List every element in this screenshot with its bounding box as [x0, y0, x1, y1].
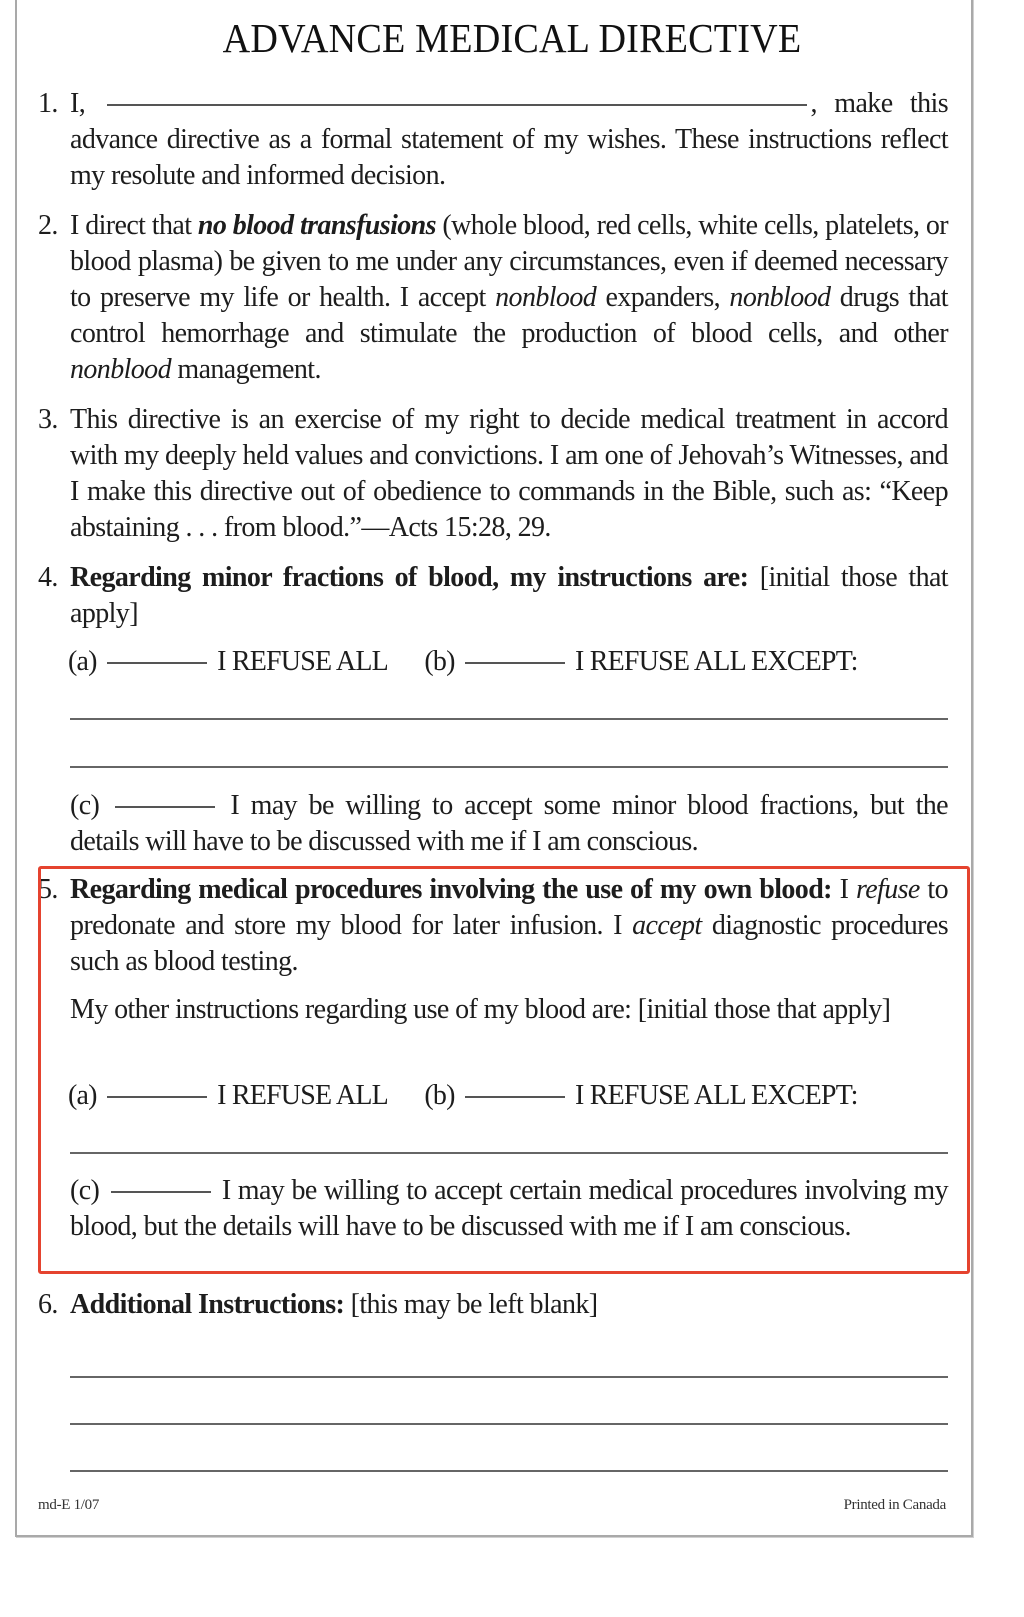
item-5-other-instructions: [38, 992, 948, 1028]
item-1-suffix: , make this: [810, 88, 948, 119]
item-5-heading: Regarding medical procedures involving the use of my own blood:: [70, 874, 832, 905]
item-5-option-a-text: I REFUSE ALL: [217, 1080, 388, 1111]
additional-instructions-line-3[interactable]: [70, 1470, 948, 1472]
item-5-em1: refuse: [855, 874, 920, 905]
item-5: [38, 872, 948, 980]
item-5-option-c-text: I may be willing to accept certain medical procedures involving my blood, but the details will have to be discussed with me if I am conscious.: [70, 1175, 949, 1242]
item-5-option-b-text: I REFUSE ALL EXCEPT:: [575, 1080, 858, 1111]
item-1-text: advance directive as a formal statement of my wishes. These instructions reflect my resolute and informed decision.: [70, 124, 948, 191]
item-4-option-c-label: (c): [70, 790, 100, 821]
item-2-text-a: (whole blood, red cells, white cells, platelets, or blood plasma) be given to me under any circumstances, even if deemed necessary to preserve my life or health. I accept: [70, 210, 949, 313]
item-4-option-c: [38, 788, 948, 860]
item-4-except-line-2[interactable]: [70, 766, 948, 768]
item-2-lead: I direct that: [70, 210, 192, 241]
item-3-number: 3.: [38, 404, 58, 435]
additional-instructions-line-1[interactable]: [70, 1376, 948, 1378]
item-6-heading: Additional Instructions:: [70, 1289, 345, 1320]
item-5-text-b: to predonate and store my blood for later infusion. I: [70, 874, 948, 941]
additional-instructions-line-2[interactable]: [70, 1423, 948, 1425]
item-6-number: 6.: [38, 1289, 58, 1320]
item-4-option-b-initial[interactable]: [465, 662, 565, 664]
item-2-em3: nonblood: [70, 354, 171, 385]
item-5-option-b-initial[interactable]: [465, 1096, 565, 1098]
item-4-option-a-initial[interactable]: [107, 662, 207, 664]
item-5-number: 5.: [38, 874, 58, 905]
name-field[interactable]: [107, 104, 807, 106]
item-2-number: 2.: [38, 210, 58, 241]
item-5-option-c-label: (c): [70, 1175, 100, 1206]
item-3: [38, 402, 948, 546]
item-2-em2: nonblood: [729, 282, 831, 313]
item-4-option-a-label: (a): [68, 646, 97, 677]
document-title: ADVANCE MEDICAL DIRECTIVE: [222, 15, 802, 61]
item-5-options-ab: [68, 1080, 858, 1112]
item-1-prefix: I,: [70, 88, 86, 119]
item-6: [38, 1287, 948, 1323]
item-4-options-ab: [68, 646, 858, 678]
item-4-option-b-label: (b): [424, 646, 455, 677]
item-4-option-b-text: I REFUSE ALL EXCEPT:: [575, 646, 858, 677]
item-3-text: This directive is an exercise of my right to decide medical treatment in accord with my deeply held values and convictions. I am one of Jehovah’s Witnesses, and I make this directive out of obedience to commands in the Bible, such as: “Keep abstaining . . . from blood.”—Acts 15:28, 29.: [70, 404, 948, 543]
item-4-note: [initial those that apply]: [70, 562, 948, 629]
item-2-em1: nonblood: [495, 282, 597, 313]
item-4: [38, 560, 948, 632]
item-4-except-line-1[interactable]: [70, 718, 948, 720]
item-5-option-c-initial[interactable]: [111, 1191, 211, 1193]
item-6-note: [this may be left blank]: [350, 1289, 598, 1320]
printed-in: Printed in Canada: [843, 1497, 946, 1513]
item-5-option-a-initial[interactable]: [107, 1096, 207, 1098]
item-5-em2: accept: [632, 910, 702, 941]
item-2-text-c: drugs that control hemorrhage and stimulate the production of blood cells, and other: [70, 282, 948, 349]
item-2-text-d: management.: [177, 354, 321, 385]
item-5-text-a: I: [839, 874, 849, 905]
item-4-option-a-text: I REFUSE ALL: [217, 646, 388, 677]
item-5-text-c: diagnostic procedures such as blood testing.: [70, 910, 948, 977]
item-5-option-c: [38, 1173, 948, 1245]
item-2: [38, 208, 948, 388]
item-5-option-a-label: (a): [68, 1080, 97, 1111]
item-5-other-instructions-text: My other instructions regarding use of my blood are: [initial those that apply]: [70, 994, 891, 1025]
item-4-number: 4.: [38, 562, 58, 593]
item-1-number: 1.: [38, 88, 58, 119]
item-4-heading: Regarding minor fractions of blood, my instructions are:: [70, 562, 749, 593]
item-5-except-line-1[interactable]: [70, 1152, 948, 1154]
item-2-text-b: expanders,: [605, 282, 721, 313]
item-4-option-c-text: I may be willing to accept some minor blood fractions, but the details will have to be discussed with me if I am conscious.: [70, 790, 948, 857]
item-2-emphasis: no blood transfusions: [197, 210, 436, 241]
item-4-option-c-initial[interactable]: [115, 806, 215, 808]
item-1: [38, 86, 948, 194]
form-code: md-E 1/07: [38, 1497, 100, 1513]
item-5-option-b-label: (b): [424, 1080, 455, 1111]
